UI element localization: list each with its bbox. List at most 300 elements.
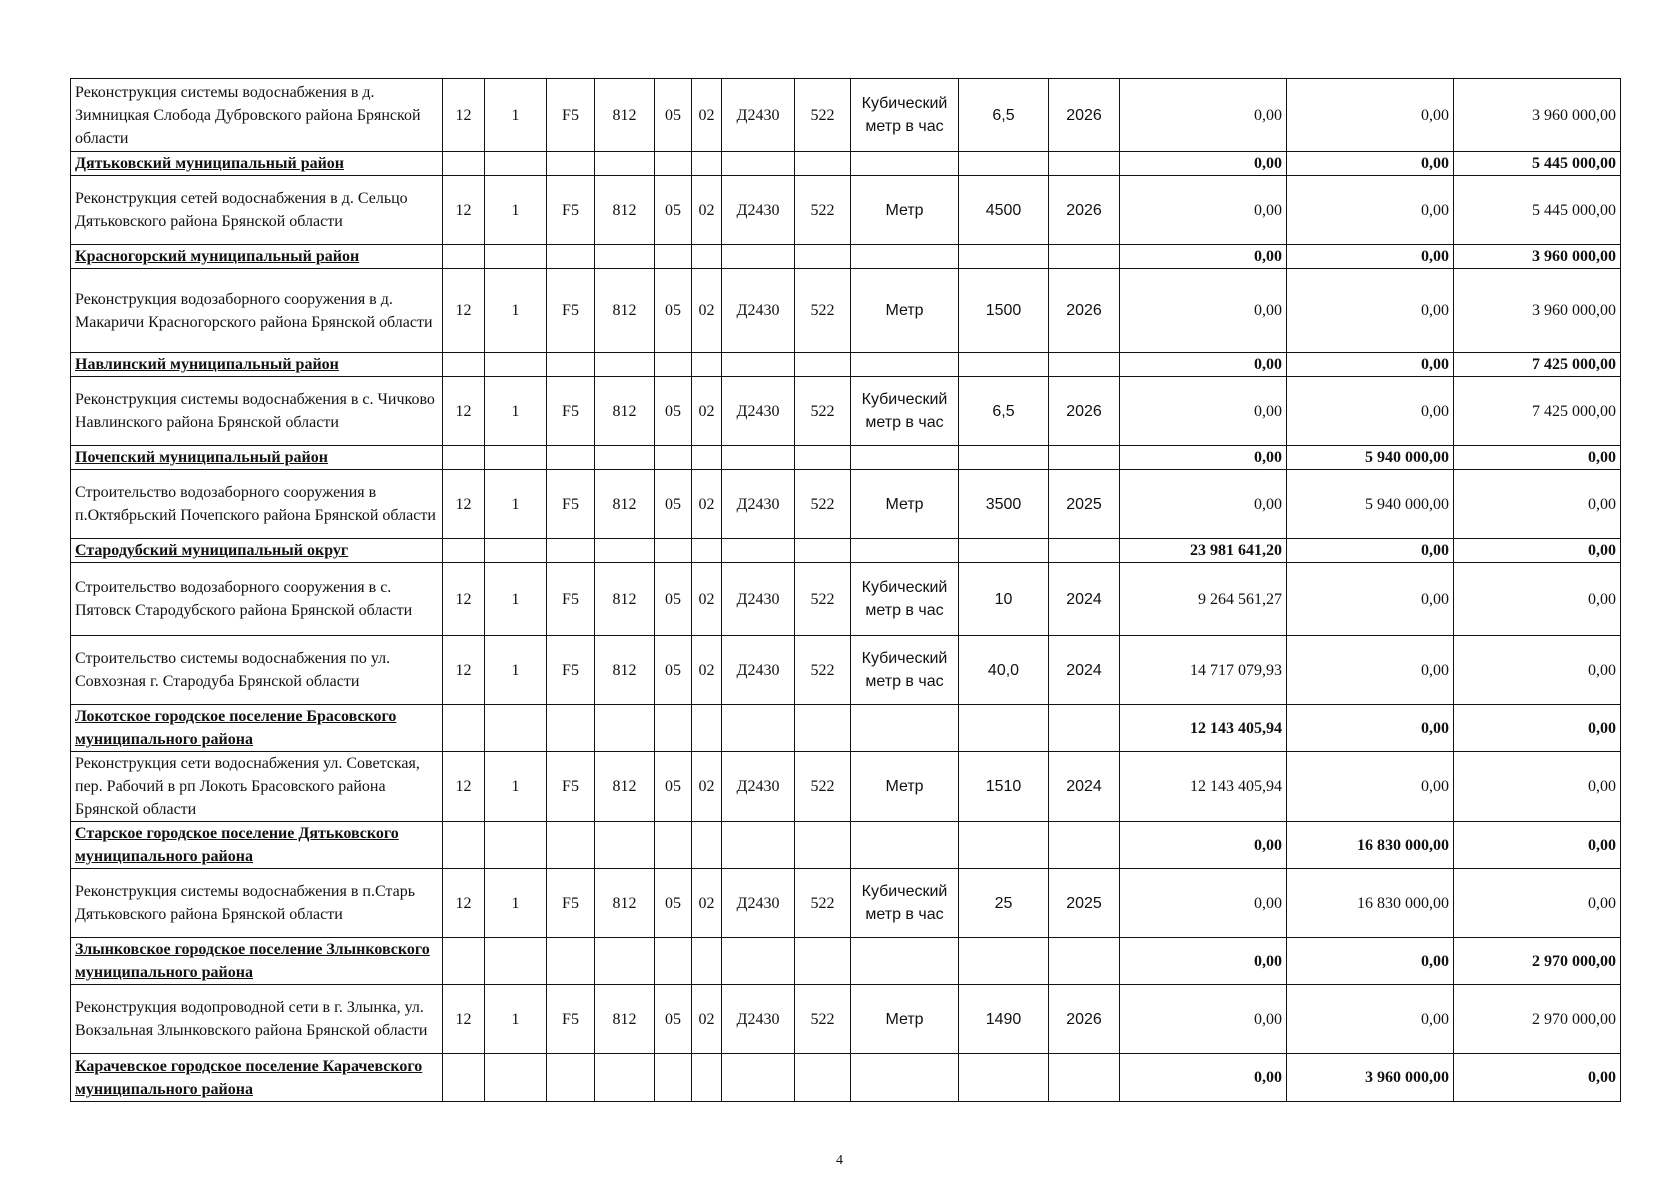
group-name: Стародубский муниципальный округ — [71, 539, 443, 563]
amount-2025: 0,00 — [1287, 79, 1454, 152]
group-name: Дятьковский муниципальный район — [71, 152, 443, 176]
code-cell-7 — [722, 539, 795, 563]
group-row — [71, 245, 1621, 269]
amount-2026: 0,00 — [1454, 752, 1621, 822]
code-cell-6 — [692, 245, 722, 269]
code-cell-2 — [485, 353, 547, 377]
amount-2026: 7 425 000,00 — [1454, 353, 1621, 377]
table-row — [71, 79, 1621, 152]
table-row — [71, 636, 1621, 705]
code-cell-1 — [443, 705, 485, 752]
year-cell — [1049, 1054, 1120, 1102]
item-name: Реконструкция сетей водоснабжения в д. Сельцо Дятьковского района Брянской области — [71, 176, 443, 245]
unit-cell: Кубический метр в час — [851, 79, 959, 152]
code-cell-2 — [485, 822, 547, 869]
code-cell-3 — [547, 1054, 595, 1102]
code-cell-6: 02 — [692, 752, 722, 822]
unit-cell: Метр — [851, 752, 959, 822]
code-cell-3: F5 — [547, 752, 595, 822]
group-row — [71, 938, 1621, 985]
capacity-cell — [959, 539, 1049, 563]
unit-cell: Кубический метр в час — [851, 636, 959, 705]
unit-cell — [851, 822, 959, 869]
code-cell-2: 1 — [485, 377, 547, 446]
amount-2025: 0,00 — [1287, 539, 1454, 563]
year-cell — [1049, 446, 1120, 470]
code-cell-6: 02 — [692, 79, 722, 152]
code-cell-8: 522 — [795, 176, 851, 245]
code-cell-7: Д2430 — [722, 752, 795, 822]
amount-2024: 0,00 — [1120, 869, 1287, 938]
capacity-cell — [959, 353, 1049, 377]
code-cell-3 — [547, 938, 595, 985]
item-name: Строительство водозаборного сооружения в с. Пятовск Стародубского района Брянской области — [71, 563, 443, 636]
group-name: Красногорский муниципальный район — [71, 245, 443, 269]
code-cell-8: 522 — [795, 869, 851, 938]
amount-2026: 0,00 — [1454, 869, 1621, 938]
code-cell-3: F5 — [547, 377, 595, 446]
code-cell-2 — [485, 152, 547, 176]
code-cell-5: 05 — [655, 176, 692, 245]
unit-cell — [851, 353, 959, 377]
amount-2024: 0,00 — [1120, 353, 1287, 377]
amount-2025: 0,00 — [1287, 377, 1454, 446]
code-cell-2: 1 — [485, 636, 547, 705]
group-name: Злынковское городское поселение Злынковского муниципального района — [71, 938, 443, 985]
capacity-cell: 10 — [959, 563, 1049, 636]
amount-2026: 2 970 000,00 — [1454, 938, 1621, 985]
item-name: Строительство системы водоснабжения по ул. Совхозная г. Стародуба Брянской области — [71, 636, 443, 705]
year-cell — [1049, 353, 1120, 377]
code-cell-3: F5 — [547, 176, 595, 245]
code-cell-2 — [485, 539, 547, 563]
item-name: Реконструкция системы водоснабжения в п.Старь Дятьковского района Брянской области — [71, 869, 443, 938]
code-cell-1 — [443, 539, 485, 563]
unit-cell: Метр — [851, 269, 959, 353]
code-cell-5: 05 — [655, 563, 692, 636]
year-cell: 2026 — [1049, 79, 1120, 152]
code-cell-7 — [722, 245, 795, 269]
capacity-cell: 6,5 — [959, 79, 1049, 152]
item-name: Реконструкция водозаборного сооружения в д. Макаричи Красногорского района Брянской области — [71, 269, 443, 353]
amount-2025: 0,00 — [1287, 152, 1454, 176]
year-cell — [1049, 539, 1120, 563]
code-cell-3 — [547, 446, 595, 470]
amount-2026: 5 445 000,00 — [1454, 152, 1621, 176]
code-cell-8: 522 — [795, 752, 851, 822]
amount-2025: 3 960 000,00 — [1287, 1054, 1454, 1102]
code-cell-6 — [692, 938, 722, 985]
table-row — [71, 985, 1621, 1054]
code-cell-8: 522 — [795, 470, 851, 539]
amount-2025: 5 940 000,00 — [1287, 446, 1454, 470]
unit-cell: Кубический метр в час — [851, 869, 959, 938]
code-cell-7 — [722, 705, 795, 752]
code-cell-2: 1 — [485, 269, 547, 353]
code-cell-8 — [795, 446, 851, 470]
code-cell-6 — [692, 539, 722, 563]
unit-cell: Кубический метр в час — [851, 377, 959, 446]
amount-2024: 0,00 — [1120, 938, 1287, 985]
code-cell-4: 812 — [595, 563, 655, 636]
amount-2026: 2 970 000,00 — [1454, 985, 1621, 1054]
code-cell-5 — [655, 446, 692, 470]
amount-2024: 0,00 — [1120, 79, 1287, 152]
unit-cell — [851, 539, 959, 563]
code-cell-8 — [795, 245, 851, 269]
amount-2024: 12 143 405,94 — [1120, 705, 1287, 752]
year-cell — [1049, 822, 1120, 869]
unit-cell — [851, 938, 959, 985]
code-cell-7: Д2430 — [722, 79, 795, 152]
code-cell-2: 1 — [485, 563, 547, 636]
code-cell-1: 12 — [443, 79, 485, 152]
amount-2024: 0,00 — [1120, 152, 1287, 176]
code-cell-4: 812 — [595, 752, 655, 822]
code-cell-5 — [655, 539, 692, 563]
item-name: Строительство водозаборного сооружения в п.Октябрьский Почепского района Брянской области — [71, 470, 443, 539]
code-cell-6 — [692, 822, 722, 869]
code-cell-2 — [485, 446, 547, 470]
capacity-cell — [959, 705, 1049, 752]
code-cell-4 — [595, 705, 655, 752]
code-cell-4: 812 — [595, 636, 655, 705]
code-cell-6 — [692, 152, 722, 176]
amount-2024: 0,00 — [1120, 822, 1287, 869]
budget-table — [70, 78, 1621, 1102]
year-cell: 2026 — [1049, 269, 1120, 353]
group-row — [71, 539, 1621, 563]
code-cell-6: 02 — [692, 869, 722, 938]
amount-2025: 16 830 000,00 — [1287, 869, 1454, 938]
code-cell-3: F5 — [547, 269, 595, 353]
code-cell-3 — [547, 822, 595, 869]
amount-2024: 0,00 — [1120, 245, 1287, 269]
code-cell-1: 12 — [443, 869, 485, 938]
code-cell-3 — [547, 353, 595, 377]
code-cell-4: 812 — [595, 869, 655, 938]
code-cell-1: 12 — [443, 470, 485, 539]
amount-2025: 0,00 — [1287, 353, 1454, 377]
code-cell-1: 12 — [443, 269, 485, 353]
code-cell-4 — [595, 353, 655, 377]
amount-2025: 0,00 — [1287, 752, 1454, 822]
code-cell-7: Д2430 — [722, 563, 795, 636]
amount-2024: 0,00 — [1120, 446, 1287, 470]
table-row — [71, 377, 1621, 446]
code-cell-3: F5 — [547, 563, 595, 636]
unit-cell — [851, 446, 959, 470]
code-cell-5 — [655, 822, 692, 869]
amount-2026: 0,00 — [1454, 1054, 1621, 1102]
code-cell-8 — [795, 822, 851, 869]
code-cell-8 — [795, 539, 851, 563]
amount-2025: 0,00 — [1287, 245, 1454, 269]
code-cell-5 — [655, 1054, 692, 1102]
capacity-cell — [959, 1054, 1049, 1102]
capacity-cell — [959, 446, 1049, 470]
year-cell: 2024 — [1049, 563, 1120, 636]
code-cell-5 — [655, 353, 692, 377]
code-cell-5: 05 — [655, 269, 692, 353]
capacity-cell — [959, 938, 1049, 985]
amount-2024: 23 981 641,20 — [1120, 539, 1287, 563]
code-cell-5: 05 — [655, 636, 692, 705]
code-cell-3 — [547, 539, 595, 563]
item-name: Реконструкция системы водоснабжения в с. Чичково Навлинского района Брянской области — [71, 377, 443, 446]
code-cell-6 — [692, 1054, 722, 1102]
code-cell-4 — [595, 822, 655, 869]
code-cell-3 — [547, 245, 595, 269]
year-cell: 2026 — [1049, 985, 1120, 1054]
amount-2026: 0,00 — [1454, 563, 1621, 636]
code-cell-4: 812 — [595, 269, 655, 353]
code-cell-5: 05 — [655, 752, 692, 822]
code-cell-4: 812 — [595, 79, 655, 152]
code-cell-6 — [692, 705, 722, 752]
code-cell-8 — [795, 938, 851, 985]
code-cell-2: 1 — [485, 470, 547, 539]
code-cell-1: 12 — [443, 176, 485, 245]
code-cell-4 — [595, 446, 655, 470]
code-cell-2: 1 — [485, 869, 547, 938]
amount-2025: 16 830 000,00 — [1287, 822, 1454, 869]
unit-cell: Кубический метр в час — [851, 563, 959, 636]
code-cell-6: 02 — [692, 470, 722, 539]
group-row — [71, 705, 1621, 752]
code-cell-8: 522 — [795, 269, 851, 353]
year-cell: 2026 — [1049, 176, 1120, 245]
code-cell-4: 812 — [595, 176, 655, 245]
amount-2026: 7 425 000,00 — [1454, 377, 1621, 446]
amount-2024: 0,00 — [1120, 269, 1287, 353]
capacity-cell — [959, 152, 1049, 176]
table-row — [71, 470, 1621, 539]
code-cell-7 — [722, 822, 795, 869]
capacity-cell — [959, 822, 1049, 869]
code-cell-5: 05 — [655, 470, 692, 539]
year-cell — [1049, 938, 1120, 985]
table-row — [71, 869, 1621, 938]
amount-2026: 0,00 — [1454, 470, 1621, 539]
code-cell-7: Д2430 — [722, 470, 795, 539]
unit-cell: Метр — [851, 985, 959, 1054]
year-cell: 2025 — [1049, 470, 1120, 539]
year-cell — [1049, 245, 1120, 269]
code-cell-1 — [443, 245, 485, 269]
code-cell-1: 12 — [443, 636, 485, 705]
code-cell-1: 12 — [443, 563, 485, 636]
amount-2026: 3 960 000,00 — [1454, 245, 1621, 269]
amount-2025: 0,00 — [1287, 269, 1454, 353]
code-cell-4: 812 — [595, 985, 655, 1054]
year-cell: 2024 — [1049, 636, 1120, 705]
amount-2024: 0,00 — [1120, 377, 1287, 446]
code-cell-6: 02 — [692, 985, 722, 1054]
year-cell: 2024 — [1049, 752, 1120, 822]
code-cell-3 — [547, 705, 595, 752]
unit-cell — [851, 152, 959, 176]
capacity-cell: 4500 — [959, 176, 1049, 245]
code-cell-8: 522 — [795, 563, 851, 636]
code-cell-6: 02 — [692, 636, 722, 705]
code-cell-8: 522 — [795, 636, 851, 705]
code-cell-5 — [655, 152, 692, 176]
code-cell-5: 05 — [655, 869, 692, 938]
code-cell-7: Д2430 — [722, 269, 795, 353]
code-cell-2 — [485, 245, 547, 269]
code-cell-5 — [655, 938, 692, 985]
code-cell-6: 02 — [692, 377, 722, 446]
group-name: Локотское городское поселение Брасовского муниципального района — [71, 705, 443, 752]
amount-2025: 0,00 — [1287, 636, 1454, 705]
code-cell-1: 12 — [443, 377, 485, 446]
unit-cell: Метр — [851, 470, 959, 539]
table-row — [71, 563, 1621, 636]
code-cell-5 — [655, 245, 692, 269]
code-cell-3: F5 — [547, 985, 595, 1054]
code-cell-6 — [692, 353, 722, 377]
amount-2024: 9 264 561,27 — [1120, 563, 1287, 636]
code-cell-2: 1 — [485, 752, 547, 822]
page-number: 4 — [836, 1153, 843, 1168]
code-cell-1 — [443, 152, 485, 176]
code-cell-8: 522 — [795, 985, 851, 1054]
amount-2026: 3 960 000,00 — [1454, 269, 1621, 353]
code-cell-2: 1 — [485, 79, 547, 152]
year-cell — [1049, 705, 1120, 752]
code-cell-6 — [692, 446, 722, 470]
amount-2024: 0,00 — [1120, 176, 1287, 245]
code-cell-2 — [485, 705, 547, 752]
group-row — [71, 446, 1621, 470]
code-cell-1: 12 — [443, 752, 485, 822]
amount-2025: 0,00 — [1287, 705, 1454, 752]
unit-cell — [851, 1054, 959, 1102]
code-cell-1 — [443, 446, 485, 470]
code-cell-4 — [595, 245, 655, 269]
group-name: Навлинский муниципальный район — [71, 353, 443, 377]
amount-2024: 12 143 405,94 — [1120, 752, 1287, 822]
item-name: Реконструкция системы водоснабжения в д. Зимницкая Слобода Дубровского района Брянской области — [71, 79, 443, 152]
amount-2026: 0,00 — [1454, 822, 1621, 869]
code-cell-4 — [595, 938, 655, 985]
amount-2025: 0,00 — [1287, 563, 1454, 636]
table-row — [71, 269, 1621, 353]
code-cell-2 — [485, 1054, 547, 1102]
group-name: Старское городское поселение Дятьковского муниципального района — [71, 822, 443, 869]
group-name: Почепский муниципальный район — [71, 446, 443, 470]
code-cell-2: 1 — [485, 985, 547, 1054]
capacity-cell: 6,5 — [959, 377, 1049, 446]
code-cell-3: F5 — [547, 636, 595, 705]
amount-2026: 5 445 000,00 — [1454, 176, 1621, 245]
code-cell-7: Д2430 — [722, 985, 795, 1054]
amount-2024: 0,00 — [1120, 985, 1287, 1054]
amount-2026: 0,00 — [1454, 705, 1621, 752]
code-cell-3: F5 — [547, 470, 595, 539]
code-cell-6: 02 — [692, 176, 722, 245]
code-cell-2: 1 — [485, 176, 547, 245]
group-row — [71, 152, 1621, 176]
code-cell-7 — [722, 938, 795, 985]
code-cell-4 — [595, 1054, 655, 1102]
year-cell: 2025 — [1049, 869, 1120, 938]
unit-cell: Метр — [851, 176, 959, 245]
code-cell-8 — [795, 705, 851, 752]
code-cell-7: Д2430 — [722, 869, 795, 938]
code-cell-1 — [443, 822, 485, 869]
group-row — [71, 822, 1621, 869]
capacity-cell: 1500 — [959, 269, 1049, 353]
code-cell-4 — [595, 152, 655, 176]
amount-2024: 14 717 079,93 — [1120, 636, 1287, 705]
capacity-cell: 25 — [959, 869, 1049, 938]
capacity-cell: 1490 — [959, 985, 1049, 1054]
code-cell-7: Д2430 — [722, 636, 795, 705]
group-row — [71, 353, 1621, 377]
group-row — [71, 1054, 1621, 1102]
amount-2025: 0,00 — [1287, 985, 1454, 1054]
table-row — [71, 176, 1621, 245]
code-cell-3: F5 — [547, 79, 595, 152]
code-cell-1 — [443, 353, 485, 377]
code-cell-5: 05 — [655, 79, 692, 152]
year-cell — [1049, 152, 1120, 176]
amount-2025: 0,00 — [1287, 176, 1454, 245]
capacity-cell: 3500 — [959, 470, 1049, 539]
unit-cell — [851, 245, 959, 269]
code-cell-7 — [722, 446, 795, 470]
code-cell-4: 812 — [595, 470, 655, 539]
table-body — [71, 79, 1621, 1102]
code-cell-6: 02 — [692, 563, 722, 636]
amount-2026: 0,00 — [1454, 539, 1621, 563]
code-cell-7 — [722, 1054, 795, 1102]
amount-2026: 3 960 000,00 — [1454, 79, 1621, 152]
code-cell-8: 522 — [795, 79, 851, 152]
code-cell-5: 05 — [655, 985, 692, 1054]
code-cell-8 — [795, 353, 851, 377]
table-row — [71, 752, 1621, 822]
code-cell-6: 02 — [692, 269, 722, 353]
capacity-cell: 1510 — [959, 752, 1049, 822]
code-cell-4 — [595, 539, 655, 563]
code-cell-5: 05 — [655, 377, 692, 446]
code-cell-7 — [722, 152, 795, 176]
code-cell-4: 812 — [595, 377, 655, 446]
item-name: Реконструкция водопроводной сети в г. Злынка, ул. Вокзальная Злынковского района Брянской области — [71, 985, 443, 1054]
code-cell-7 — [722, 353, 795, 377]
code-cell-1 — [443, 938, 485, 985]
code-cell-8: 522 — [795, 377, 851, 446]
code-cell-2 — [485, 938, 547, 985]
amount-2024: 0,00 — [1120, 470, 1287, 539]
code-cell-1 — [443, 1054, 485, 1102]
amount-2024: 0,00 — [1120, 1054, 1287, 1102]
year-cell: 2026 — [1049, 377, 1120, 446]
code-cell-7: Д2430 — [722, 176, 795, 245]
code-cell-3 — [547, 152, 595, 176]
capacity-cell: 40,0 — [959, 636, 1049, 705]
capacity-cell — [959, 245, 1049, 269]
code-cell-3: F5 — [547, 869, 595, 938]
amount-2025: 5 940 000,00 — [1287, 470, 1454, 539]
amount-2026: 0,00 — [1454, 636, 1621, 705]
code-cell-7: Д2430 — [722, 377, 795, 446]
code-cell-5 — [655, 705, 692, 752]
code-cell-8 — [795, 152, 851, 176]
